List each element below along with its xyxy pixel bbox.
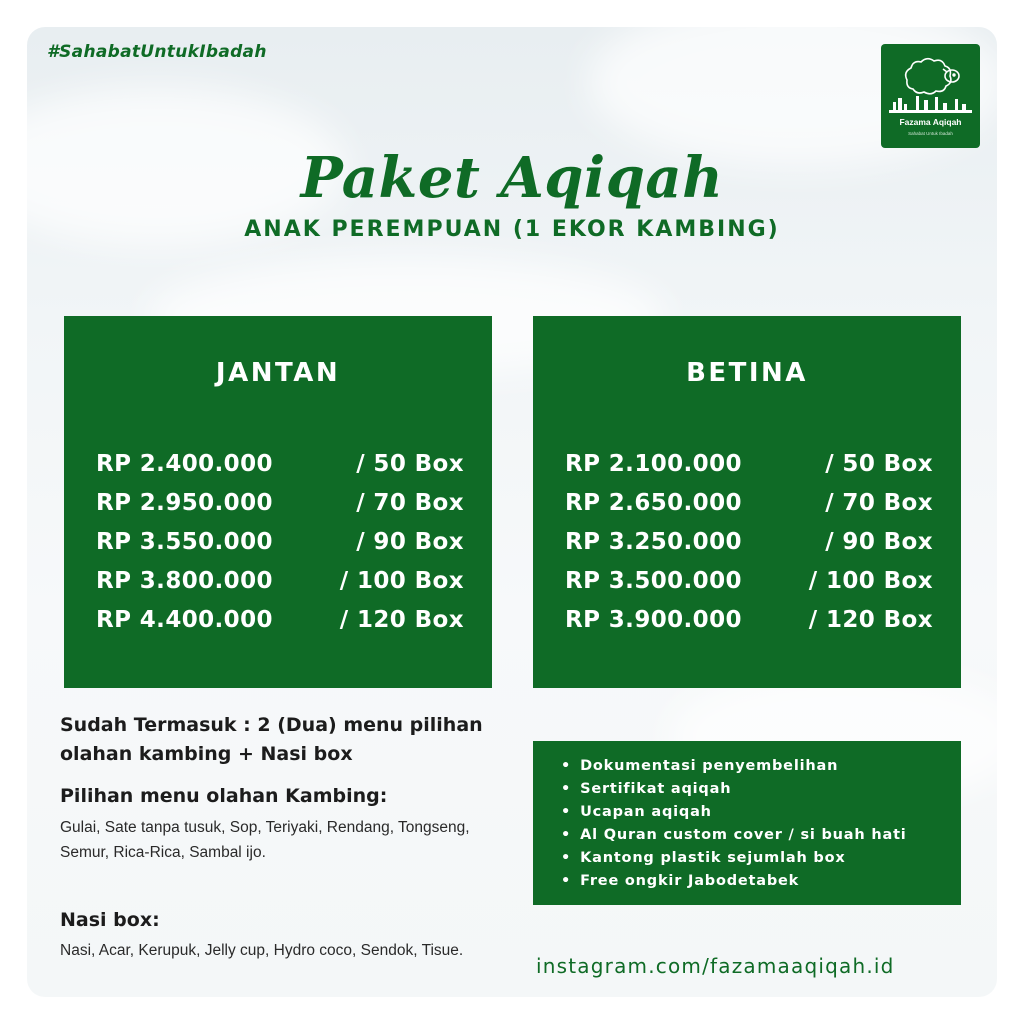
- box-quantity: / 90 Box: [356, 529, 464, 555]
- poster-card: [27, 27, 997, 997]
- box-quantity: / 50 Box: [825, 451, 933, 477]
- price-row: [565, 451, 933, 487]
- price-row: [565, 568, 933, 604]
- price-amount: RP 2.100.000: [565, 451, 742, 477]
- bonus-item: • Kantong plastik sejumlah box: [561, 847, 907, 870]
- price-row: [96, 490, 464, 526]
- price-row: [96, 451, 464, 487]
- menu-list: Gulai, Sate tanpa tusuk, Sop, Teriyaki, Rendang, Tongseng, Semur, Rica-Rica, Sambal ijo.: [60, 819, 470, 861]
- instagram-link[interactable]: instagram.com/fazamaaqiqah.id: [536, 954, 895, 978]
- price-amount: RP 3.250.000: [565, 529, 742, 555]
- box-quantity: / 90 Box: [825, 529, 933, 555]
- price-row: [96, 607, 464, 643]
- nasi-box-list: Nasi, Acar, Kerupuk, Jelly cup, Hydro coco, Sendok, Tisue.: [60, 942, 464, 959]
- bonus-item: • Sertifikat aqiqah: [561, 778, 907, 801]
- brand-logo: [881, 44, 980, 148]
- price-row: [565, 490, 933, 526]
- bonus-item: • Ucapan aqiqah: [561, 801, 907, 824]
- price-row: [565, 607, 933, 643]
- box-quantity: / 100 Box: [808, 568, 933, 594]
- page-title: Paket Aqiqah: [300, 145, 724, 211]
- package-panel-jantan: [64, 316, 492, 688]
- hashtag: #SahabatUntukIbadah: [47, 42, 267, 62]
- price-row: [96, 568, 464, 604]
- price-row: [565, 529, 933, 565]
- box-quantity: / 120 Box: [339, 607, 464, 633]
- price-amount: RP 2.950.000: [96, 490, 273, 516]
- nasi-box-title: Nasi box:: [60, 909, 160, 931]
- price-amount: RP 2.650.000: [565, 490, 742, 516]
- price-row: [96, 529, 464, 565]
- price-amount: RP 3.800.000: [96, 568, 273, 594]
- page-subtitle: ANAK PEREMPUAN (1 EKOR KAMBING): [244, 217, 780, 242]
- box-quantity: / 120 Box: [808, 607, 933, 633]
- box-quantity: / 70 Box: [356, 490, 464, 516]
- bonus-item: • Dokumentasi penyembelihan: [561, 755, 907, 778]
- price-amount: RP 4.400.000: [96, 607, 273, 633]
- package-heading: JANTAN: [215, 358, 341, 388]
- box-quantity: / 100 Box: [339, 568, 464, 594]
- sheep-logo-icon: [889, 50, 972, 114]
- included-note: Sudah Termasuk : 2 (Dua) menu pilihan olahan kambing + Nasi box: [60, 714, 483, 765]
- price-amount: RP 3.500.000: [565, 568, 742, 594]
- bonus-panel: [533, 741, 961, 905]
- brand-name: Fazama Aqiqah: [899, 117, 962, 127]
- package-panel-betina: [533, 316, 961, 688]
- price-amount: RP 3.550.000: [96, 529, 273, 555]
- price-amount: RP 3.900.000: [565, 607, 742, 633]
- package-heading: BETINA: [686, 358, 808, 388]
- box-quantity: / 50 Box: [356, 451, 464, 477]
- bonus-item: • Free ongkir Jabodetabek: [561, 870, 907, 893]
- brand-tagline: Sahabat Untuk Ibadah: [908, 131, 953, 136]
- bonus-list: [561, 755, 907, 893]
- menu-title: Pilihan menu olahan Kambing:: [60, 785, 388, 807]
- price-amount: RP 2.400.000: [96, 451, 273, 477]
- box-quantity: / 70 Box: [825, 490, 933, 516]
- bonus-item: • Al Quran custom cover / si buah hati: [561, 824, 907, 847]
